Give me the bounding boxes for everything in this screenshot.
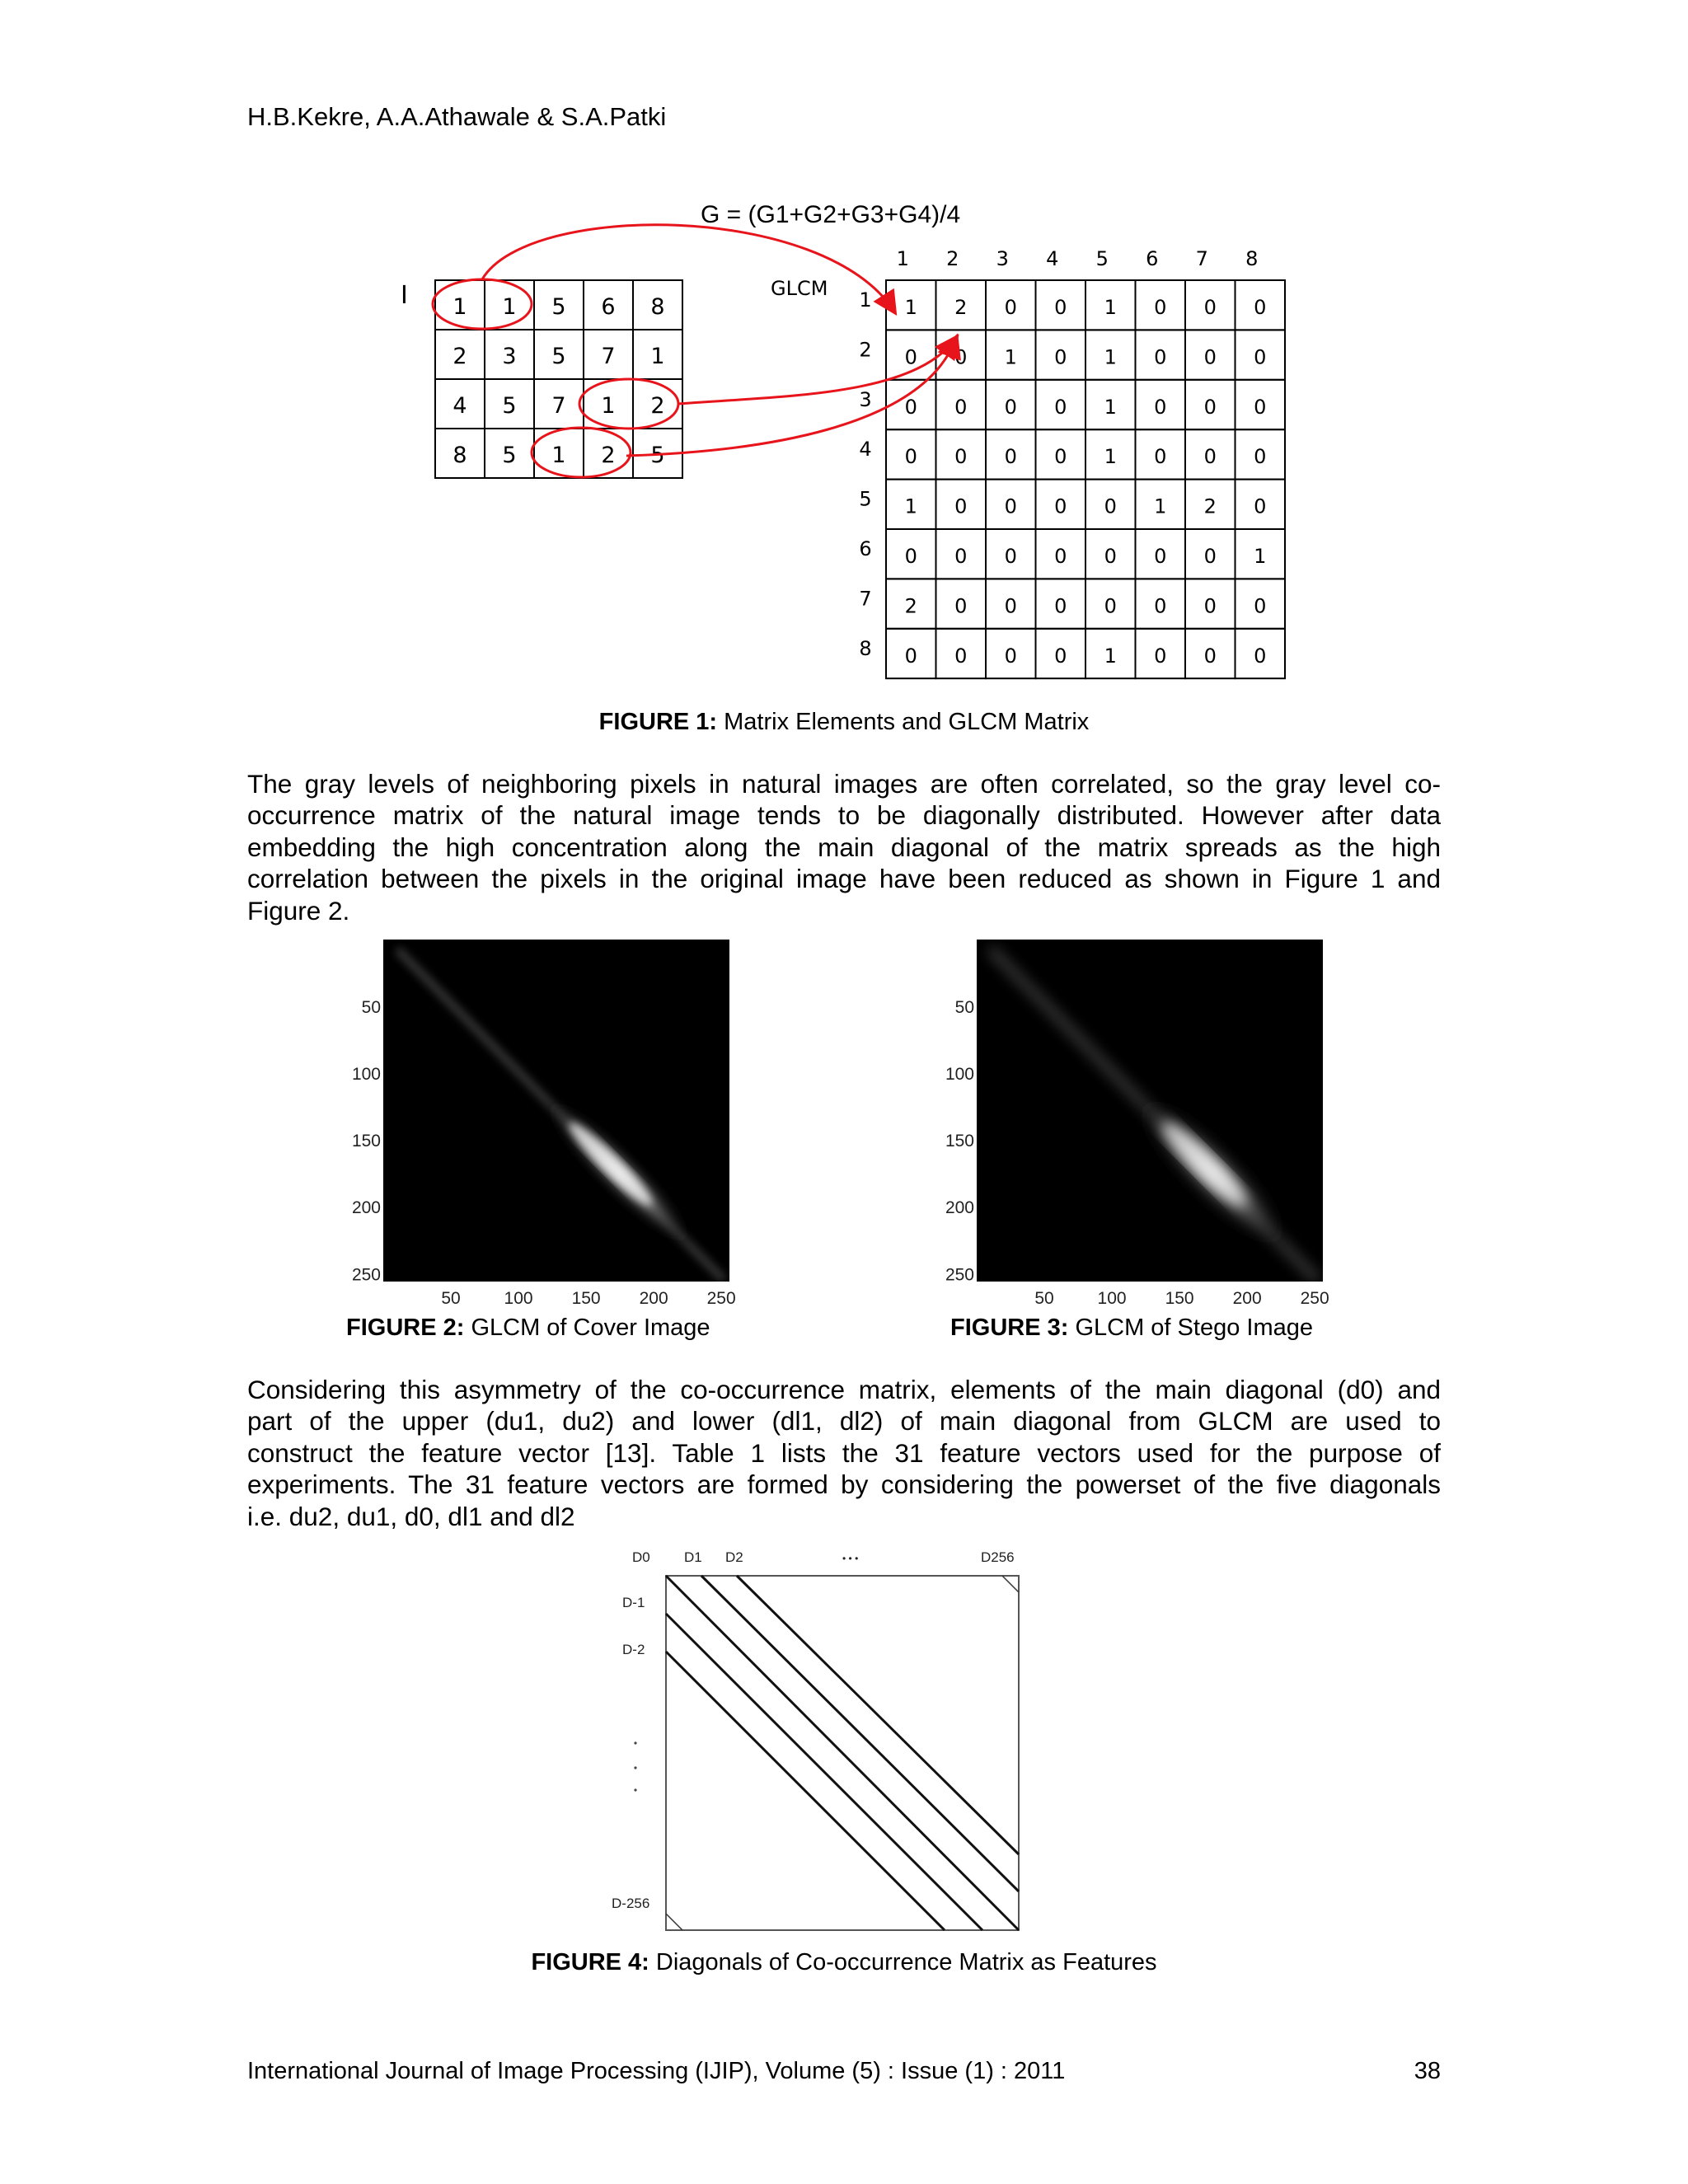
paragraph-1-line: embedding the high concentration along the main diagonal of the matrix spreads as the high bbox=[247, 832, 1441, 862]
diagonal-label-d-minus-256: D-256 bbox=[612, 1896, 650, 1911]
y-tick-label: 100 bbox=[351, 1065, 381, 1085]
glcm-matrix-value: 0 bbox=[1004, 594, 1017, 618]
figure-1-diagram bbox=[0, 0, 1688, 709]
figure-2-caption bbox=[346, 1315, 710, 1342]
image-matrix-label: I bbox=[401, 281, 408, 310]
glcm-matrix-value: 1 bbox=[1104, 345, 1117, 369]
image-matrix-value: 1 bbox=[502, 294, 517, 320]
figure-3-caption bbox=[950, 1315, 1313, 1342]
glcm-matrix-value: 0 bbox=[1054, 644, 1067, 668]
glcm-matrix-value: 0 bbox=[1054, 395, 1067, 419]
corner-mark-top-right bbox=[1002, 1576, 1019, 1592]
image-matrix-value: 3 bbox=[502, 344, 517, 369]
figure-2-caption-label: FIGURE 2: bbox=[346, 1315, 465, 1341]
vertical-dots-icon bbox=[634, 1741, 636, 1791]
glcm-matrix-value: 0 bbox=[1154, 594, 1167, 618]
x-tick-label: 100 bbox=[504, 1289, 533, 1308]
glcm-matrix-value: 0 bbox=[904, 345, 917, 369]
x-tick-label: 200 bbox=[1232, 1289, 1262, 1308]
glcm-matrix-value: 0 bbox=[1004, 545, 1017, 568]
image-matrix-value: 8 bbox=[452, 443, 467, 468]
figure-3-caption-text: GLCM of Stego Image bbox=[1068, 1315, 1313, 1341]
glcm-matrix-value: 1 bbox=[1104, 296, 1117, 319]
glcm-matrix-value: 0 bbox=[1203, 296, 1217, 319]
figure-4-caption-text: Diagonals of Co-occurrence Matrix as Features bbox=[649, 1949, 1157, 1975]
glcm-matrix-value: 0 bbox=[1254, 644, 1267, 668]
image-matrix-value: 6 bbox=[601, 294, 616, 320]
y-tick-label: 150 bbox=[351, 1132, 381, 1151]
glcm-matrix-value: 0 bbox=[954, 445, 968, 469]
image-matrix-value: 2 bbox=[452, 344, 467, 369]
diagonal-label-d1: D1 bbox=[684, 1549, 702, 1565]
diagonal-label-d-minus-1: D-1 bbox=[622, 1595, 645, 1610]
glcm-matrix bbox=[859, 247, 1285, 678]
glcm-matrix-value: 0 bbox=[1154, 395, 1167, 419]
glcm-matrix-value: 0 bbox=[1104, 594, 1117, 618]
image-matrix-value: 1 bbox=[551, 443, 566, 468]
glcm-column-header: 8 bbox=[1245, 247, 1259, 270]
paragraph-2-line: Considering this asymmetry of the co-occurrence matrix, elements of the main diagonal (d0) and bbox=[247, 1375, 1441, 1404]
glcm-matrix-value: 0 bbox=[954, 494, 968, 518]
glcm-column-header: 3 bbox=[996, 247, 1009, 270]
glcm-matrix-value: 0 bbox=[954, 594, 968, 618]
paragraph-2-line: experiments. The 31 feature vectors are formed by considering the powerset of the five diagonals bbox=[247, 1469, 1441, 1500]
glcm-matrix-value: 0 bbox=[1054, 445, 1067, 469]
glcm-column-header: 4 bbox=[1046, 247, 1059, 270]
x-tick-label: 50 bbox=[1034, 1289, 1054, 1308]
paragraph-1-line: Figure 2. bbox=[247, 895, 350, 926]
x-tick-label: 100 bbox=[1097, 1289, 1127, 1308]
glcm-matrix-value: 0 bbox=[1054, 345, 1067, 369]
highlight-ellipse-pair-3 bbox=[532, 428, 631, 477]
glcm-matrix-value: 0 bbox=[1004, 494, 1017, 518]
glcm-row-header: 4 bbox=[859, 438, 872, 462]
diagonal-label-d2: D2 bbox=[725, 1549, 743, 1565]
glcm-matrix-value: 2 bbox=[954, 296, 968, 319]
x-tick-label: 250 bbox=[1300, 1289, 1329, 1308]
figure-2-caption-text: GLCM of Cover Image bbox=[464, 1315, 710, 1341]
image-matrix-value: 8 bbox=[650, 294, 665, 320]
diagonal-label-d256: D256 bbox=[981, 1549, 1015, 1565]
glcm-matrix-value: 0 bbox=[954, 545, 968, 568]
glcm-matrix-value: 0 bbox=[1254, 594, 1267, 618]
glcm-matrix-value: 0 bbox=[1054, 296, 1067, 319]
y-tick-label: 200 bbox=[351, 1198, 381, 1218]
glcm-matrix-value: 0 bbox=[904, 445, 917, 469]
diagonal-label-d-minus-2: D-2 bbox=[622, 1642, 645, 1657]
paragraph-2-line: construct the feature vector [13]. Table 1 lists the 31 feature vectors used for the purpose of bbox=[247, 1437, 1441, 1468]
figure-2-glcm-cover-image bbox=[338, 931, 750, 1310]
y-tick-label: 150 bbox=[945, 1132, 974, 1151]
glcm-matrix-value: 0 bbox=[954, 395, 968, 419]
y-tick-label: 50 bbox=[361, 998, 381, 1018]
glcm-row-header: 3 bbox=[859, 387, 872, 411]
paragraph-1 bbox=[247, 768, 1441, 926]
glcm-matrix-value: 0 bbox=[1004, 296, 1017, 319]
diagonal-line-main bbox=[666, 1576, 1019, 1930]
image-matrix bbox=[435, 280, 682, 478]
glcm-column-header: 7 bbox=[1195, 247, 1208, 270]
glcm-matrix-value: 0 bbox=[954, 644, 968, 668]
diagonal-line-lower-2 bbox=[666, 1652, 945, 1930]
glcm-row-header: 6 bbox=[859, 537, 872, 560]
y-tick-label: 250 bbox=[945, 1265, 974, 1285]
glcm-matrix-value: 0 bbox=[1203, 594, 1217, 618]
glcm-matrix-value: 1 bbox=[1104, 395, 1117, 419]
glcm-matrix-value: 1 bbox=[904, 494, 917, 518]
diagonal-label-d0: D0 bbox=[632, 1549, 650, 1565]
image-matrix-value: 5 bbox=[551, 294, 566, 320]
glcm-matrix-value: 1 bbox=[904, 296, 917, 319]
glcm-matrix-value: 0 bbox=[1254, 494, 1267, 518]
x-tick-label: 200 bbox=[639, 1289, 668, 1308]
x-tick-label: 50 bbox=[441, 1289, 461, 1308]
glcm-matrix-value: 0 bbox=[1054, 494, 1067, 518]
glcm-matrix-value: 0 bbox=[1154, 445, 1167, 469]
image-matrix-value: 1 bbox=[452, 294, 467, 320]
glcm-matrix-value: 0 bbox=[1254, 345, 1267, 369]
glcm-column-header: 2 bbox=[946, 247, 959, 270]
figure-1-caption-text: Matrix Elements and GLCM Matrix bbox=[717, 709, 1090, 735]
figure-4-caption-label: FIGURE 4: bbox=[531, 1949, 649, 1975]
x-tick-label: 150 bbox=[1165, 1289, 1194, 1308]
image-matrix-value: 5 bbox=[502, 393, 517, 419]
glcm-matrix-value: 0 bbox=[904, 644, 917, 668]
glcm-matrix-value: 0 bbox=[1104, 545, 1117, 568]
x-tick-label: 150 bbox=[571, 1289, 601, 1308]
glcm-matrix-value: 0 bbox=[1004, 445, 1017, 469]
glcm-matrix-value: 1 bbox=[1004, 345, 1017, 369]
glcm-matrix-value: 0 bbox=[1004, 644, 1017, 668]
glcm-row-header: 1 bbox=[859, 288, 872, 312]
figure-4-diagonals-diagram bbox=[602, 1541, 1030, 1937]
glcm-matrix-value: 0 bbox=[904, 395, 917, 419]
glcm-matrix-value: 0 bbox=[1154, 545, 1167, 568]
glcm-matrix-value: 0 bbox=[1004, 395, 1017, 419]
image-matrix-value: 1 bbox=[650, 344, 665, 369]
image-matrix-value: 2 bbox=[601, 443, 616, 468]
diagonal-line-upper-2 bbox=[737, 1576, 1019, 1854]
glcm-column-header: 6 bbox=[1146, 247, 1159, 270]
glcm-matrix-value: 0 bbox=[1154, 644, 1167, 668]
glcm-formula: G = (G1+G2+G3+G4)/4 bbox=[701, 201, 961, 228]
glcm-matrix-value: 0 bbox=[954, 345, 968, 369]
image-matrix-value: 5 bbox=[551, 344, 566, 369]
paragraph-2 bbox=[247, 1374, 1441, 1532]
glcm-matrix-value: 0 bbox=[1254, 296, 1267, 319]
figure-3-caption-label: FIGURE 3: bbox=[950, 1315, 1069, 1341]
glcm-column-header: 5 bbox=[1095, 247, 1109, 270]
footer-journal: International Journal of Image Processing (IJIP), Volume (5) : Issue (1) : 2011 bbox=[247, 2058, 1066, 2084]
highlight-ellipse-pair-1 bbox=[433, 279, 532, 329]
footer-page-number: 38 bbox=[1414, 2058, 1441, 2084]
glcm-matrix-value: 1 bbox=[1104, 445, 1117, 469]
figure-1-caption-label: FIGURE 1: bbox=[598, 709, 718, 735]
glcm-column-header: 1 bbox=[896, 247, 909, 270]
glcm-matrix-value: 2 bbox=[1203, 494, 1217, 518]
corner-mark-bottom-left bbox=[666, 1914, 682, 1930]
glcm-matrix-value: 0 bbox=[1203, 445, 1217, 469]
y-tick-label: 100 bbox=[945, 1065, 974, 1085]
glcm-matrix-value: 0 bbox=[1154, 345, 1167, 369]
image-matrix-value: 5 bbox=[650, 443, 665, 468]
glcm-row-header: 5 bbox=[859, 487, 872, 511]
glcm-row-header: 8 bbox=[859, 636, 872, 660]
running-header: H.B.Kekre, A.A.Athawale & S.A.Patki bbox=[247, 102, 667, 131]
image-matrix-value: 2 bbox=[650, 393, 665, 419]
x-tick-label: 250 bbox=[706, 1289, 736, 1308]
paragraph-1-line: The gray levels of neighboring pixels in natural images are often correlated, so the gray level co- bbox=[247, 769, 1441, 799]
glcm-matrix-value: 0 bbox=[1203, 395, 1217, 419]
image-matrix-value: 7 bbox=[601, 344, 616, 369]
glcm-matrix-value: 0 bbox=[1203, 545, 1217, 568]
paragraph-2-line: i.e. du2, du1, d0, dl1 and dl2 bbox=[247, 1501, 575, 1531]
figure-4-caption bbox=[0, 1949, 1688, 1976]
paragraph-1-line: occurrence matrix of the natural image tends to be diagonally distributed. However after data bbox=[247, 800, 1441, 831]
y-tick-label: 200 bbox=[945, 1198, 974, 1218]
image-matrix-value: 7 bbox=[551, 393, 566, 419]
glcm-matrix-value: 0 bbox=[1203, 345, 1217, 369]
glcm-matrix-value: 0 bbox=[904, 545, 917, 568]
glcm-matrix-value: 0 bbox=[1154, 296, 1167, 319]
y-tick-label: 50 bbox=[954, 998, 974, 1018]
glcm-matrix-value: 2 bbox=[904, 594, 917, 618]
glcm-matrix-value: 1 bbox=[1104, 644, 1117, 668]
glcm-matrix-value: 0 bbox=[1203, 644, 1217, 668]
glcm-matrix-value: 0 bbox=[1104, 494, 1117, 518]
image-matrix-value: 4 bbox=[452, 393, 467, 419]
figure-1-caption bbox=[0, 709, 1688, 736]
glcm-label: GLCM bbox=[771, 277, 828, 300]
paragraph-1-line: correlation between the pixels in the original image have been reduced as shown in Figure 1 and bbox=[247, 864, 1441, 894]
image-matrix-value: 1 bbox=[601, 393, 616, 419]
diagonal-label-ellipsis: • • • bbox=[842, 1553, 859, 1564]
glcm-matrix-value: 0 bbox=[1254, 395, 1267, 419]
glcm-matrix-value: 1 bbox=[1254, 545, 1267, 568]
figure-3-glcm-stego-image bbox=[931, 931, 1343, 1310]
glcm-row-header: 2 bbox=[859, 338, 872, 362]
y-tick-label: 250 bbox=[351, 1265, 381, 1285]
glcm-row-header: 7 bbox=[859, 587, 872, 611]
glcm-matrix-value: 0 bbox=[1054, 545, 1067, 568]
glcm-matrix-value: 1 bbox=[1154, 494, 1167, 518]
glcm-matrix-value: 0 bbox=[1054, 594, 1067, 618]
image-matrix-value: 5 bbox=[502, 443, 517, 468]
glcm-matrix-value: 0 bbox=[1254, 445, 1267, 469]
paragraph-2-line: part of the upper (du1, du2) and lower (dl1, dl2) of main diagonal from GLCM are used to bbox=[247, 1406, 1441, 1436]
arrow-formula bbox=[482, 225, 894, 312]
